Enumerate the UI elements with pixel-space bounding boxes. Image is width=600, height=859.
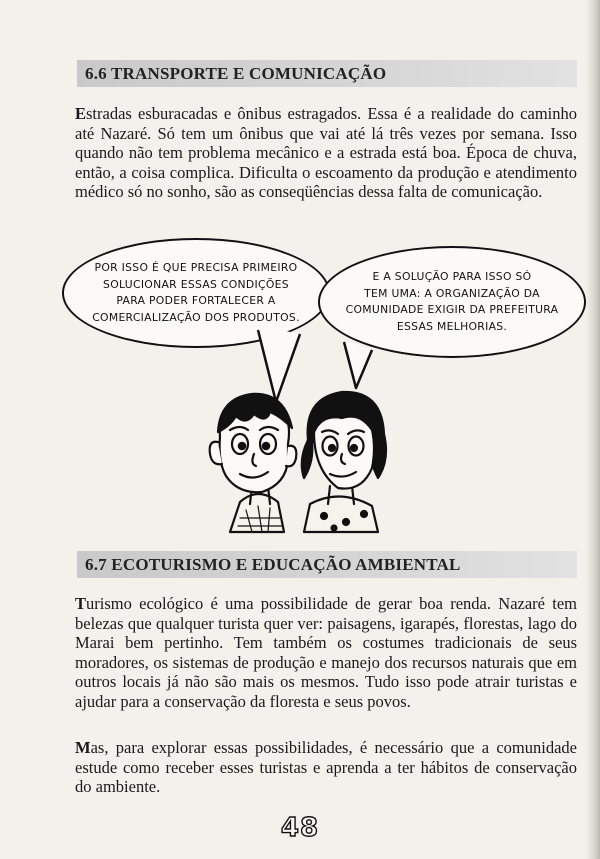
speech-bubble-right-text: E A SOLUÇÃO PARA ISSO SÓ TEM UMA: A ORGANIZAÇÃO DA COMUNIDADE EXIGIR DA PREFEITURA ESSAS MELHORIAS. — [345, 270, 559, 333]
page-number: 48 — [280, 813, 320, 843]
speech-bubble-left-text: POR ISSO É QUE PRECISA PRIMEIRO SOLUCIONAR ESSAS CONDIÇÕES PARA PODER FORTALECER A COMERCIALIZAÇÃO DOS PRODUTOS. — [92, 261, 300, 324]
cartoon-characters-illustration — [200, 382, 390, 534]
cartoon-girl — [302, 392, 386, 532]
paragraph-ecoturismo-1: Turismo ecológico é uma possibilidade de gerar boa renda. Nazaré tem belezas que qualquer turista quer ver: paisagens, igarapés, florestas, lago do Marai bem pertinho. Tem também os costumes tradicionais de seus moradores, os sistemas de produção e manejo dos recursos naturais que em outros locais já não são mais os mesmos. Tudo isso pode atrair turistas e ajudar para a conservação da floresta e seus povos. — [75, 594, 577, 711]
paragraph-transporte: Estradas esburacadas e ônibus estragados. Essa é a realidade do caminho até Nazaré. Só tem um ônibus que vai até lá três vezes por semana. Isso quando não tem problema mecânico e a estrada está boa. Época de chuva, então, a coisa complica. Dificulta o escoamento da produção e atendimento médico só no sonho, são as conseqüências dessa falta de comunicação. — [75, 104, 577, 202]
cartoon-boy — [210, 394, 297, 532]
section-heading-ecoturismo: 6.7 ECOTURISMO E EDUCAÇÃO AMBIENTAL — [77, 551, 577, 578]
section-heading-transporte: 6.6 TRANSPORTE E COMUNICAÇÃO — [77, 60, 577, 87]
paragraph-ecoturismo-2: Mas, para explorar essas possibilidades, é necessário que a comunidade estude como receber esses turistas e aprenda a ter hábitos de conservação do ambiente. — [75, 738, 577, 797]
